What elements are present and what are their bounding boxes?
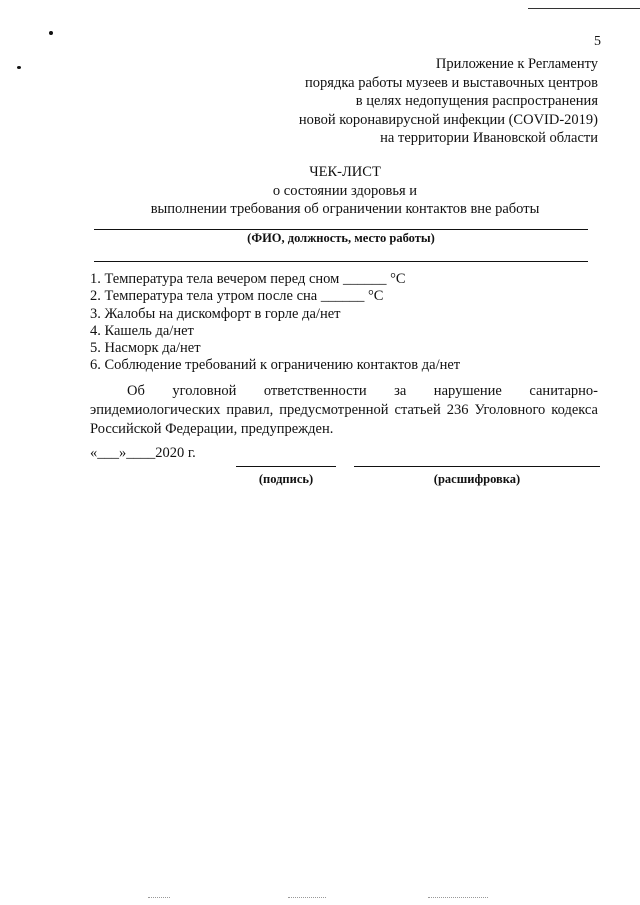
title-subline: о состоянии здоровья и (272, 182, 418, 199)
checklist-item: 3. Жалобы на дискомфорт в горле да/нет (90, 305, 341, 322)
date-field: «___»____2020 г. (90, 445, 196, 461)
signature-caption: (подпись) (258, 472, 314, 486)
appendix-line: порядка работы музеев и выставочных центров (305, 74, 598, 91)
extra-fill-line[interactable] (94, 261, 588, 262)
fio-fill-line[interactable] (94, 229, 588, 230)
appendix-line: новой коронавирусной инфекции (COVID-2019) (298, 111, 598, 128)
liability-statement: Об уголовной ответственности за нарушение санитарно-эпидемиологических правил, предусмотренной статьей 236 Уголовного кодекса Российской Федерации, предупрежден. (90, 383, 598, 437)
page-number: 5 (594, 34, 601, 49)
scan-speck (17, 66, 21, 69)
decoding-caption: (расшифровка) (433, 472, 521, 486)
appendix-line: в целях недопущения распространения (355, 93, 598, 110)
scan-speck (49, 31, 53, 35)
checklist-item: 1. Температура тела вечером перед сном ______ °С (90, 271, 406, 287)
scan-artifact (428, 897, 488, 901)
appendix-line: Приложение к Регламенту (435, 56, 598, 72)
scan-artifact (288, 897, 326, 901)
checklist-item: 5. Насморк да/нет (90, 340, 201, 357)
checklist-item: 4. Кашель да/нет (90, 322, 194, 339)
scan-artifact (148, 897, 170, 901)
document-title (60, 163, 630, 219)
title-subline: выполнении требования об ограничении контактов вне работы (150, 201, 540, 217)
checklist-item: 2. Температура тела утром после сна ______ °С (90, 288, 384, 305)
title-heading: ЧЕК-ЛИСТ (309, 164, 381, 180)
checklist-items (90, 271, 610, 375)
signature-fill-line[interactable] (236, 466, 336, 467)
scan-edge-line (528, 8, 640, 9)
appendix-header (178, 55, 598, 148)
fio-caption: (ФИО, должность, место работы) (247, 231, 435, 245)
appendix-line: на территории Ивановской области (380, 130, 598, 147)
checklist-item: 6. Соблюдение требований к ограничению контактов да/нет (90, 357, 461, 374)
decoding-fill-line[interactable] (354, 466, 600, 467)
